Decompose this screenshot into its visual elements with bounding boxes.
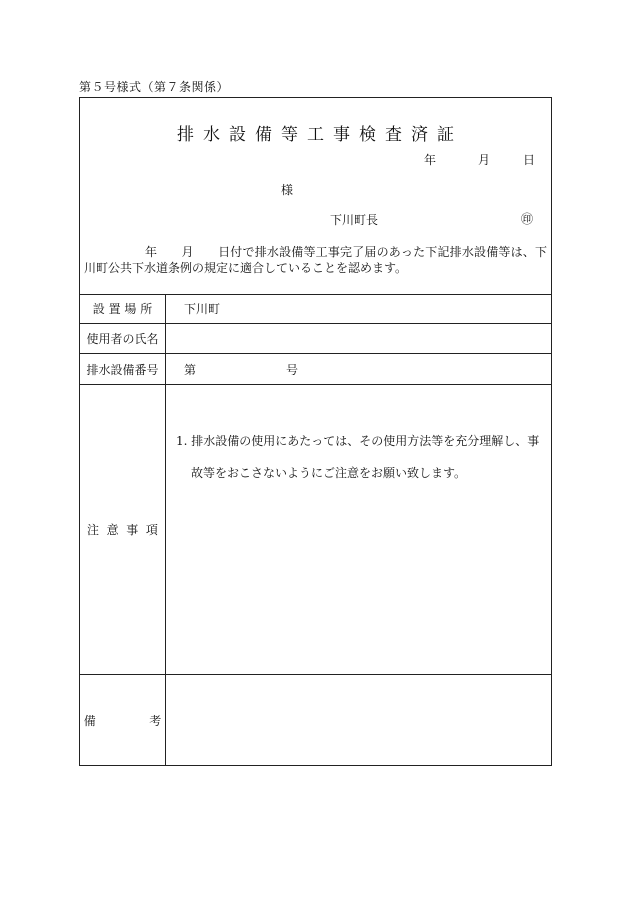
notes-line-2: 故等をおこさないようにご注意をお願い致します。 xyxy=(191,466,467,480)
notes-label: 注 意 事 項 xyxy=(80,385,166,674)
row-user-name xyxy=(80,324,551,354)
form-number: 第５号様式（第７条関係） xyxy=(79,80,230,94)
remarks-label: 備 考 xyxy=(80,675,166,765)
row-notes xyxy=(80,385,551,675)
date-year-label: 年 xyxy=(424,153,437,167)
date-day-label: 日 xyxy=(523,153,536,167)
notes-content xyxy=(176,425,549,489)
equipment-number-label: 排水設備番号 xyxy=(80,354,166,384)
certificate-sheet xyxy=(79,97,552,766)
equipment-number-value xyxy=(184,354,298,384)
location-value: 下川町 xyxy=(184,302,221,316)
equipment-number-prefix: 第 xyxy=(184,362,197,377)
equipment-number-suffix: 号 xyxy=(286,362,299,377)
certificate-title: 排水設備等工事検査済証 xyxy=(177,125,463,145)
issuer-name: 下川町長 xyxy=(330,213,379,227)
row-remarks xyxy=(80,675,551,765)
date-month-label: 月 xyxy=(478,153,491,167)
user-name-label: 使用者の氏名 xyxy=(80,324,166,353)
location-label: 設 置 場 所 xyxy=(80,294,166,323)
row-equipment-number xyxy=(80,354,551,385)
certification-statement: 年 月 日付で排水設備等工事完了届のあった下記排水設備等は、下川町公共下水道条例の規定に適合していることを認めます。 xyxy=(84,245,547,275)
certificate-header xyxy=(80,98,551,295)
notes-line-1: 1. 排水設備の使用にあたっては、その使用方法等を充分理解し、事 xyxy=(176,434,540,448)
row-location xyxy=(80,294,551,324)
seal-mark: ㊞ xyxy=(521,212,534,226)
recipient-suffix: 様 xyxy=(281,183,294,197)
